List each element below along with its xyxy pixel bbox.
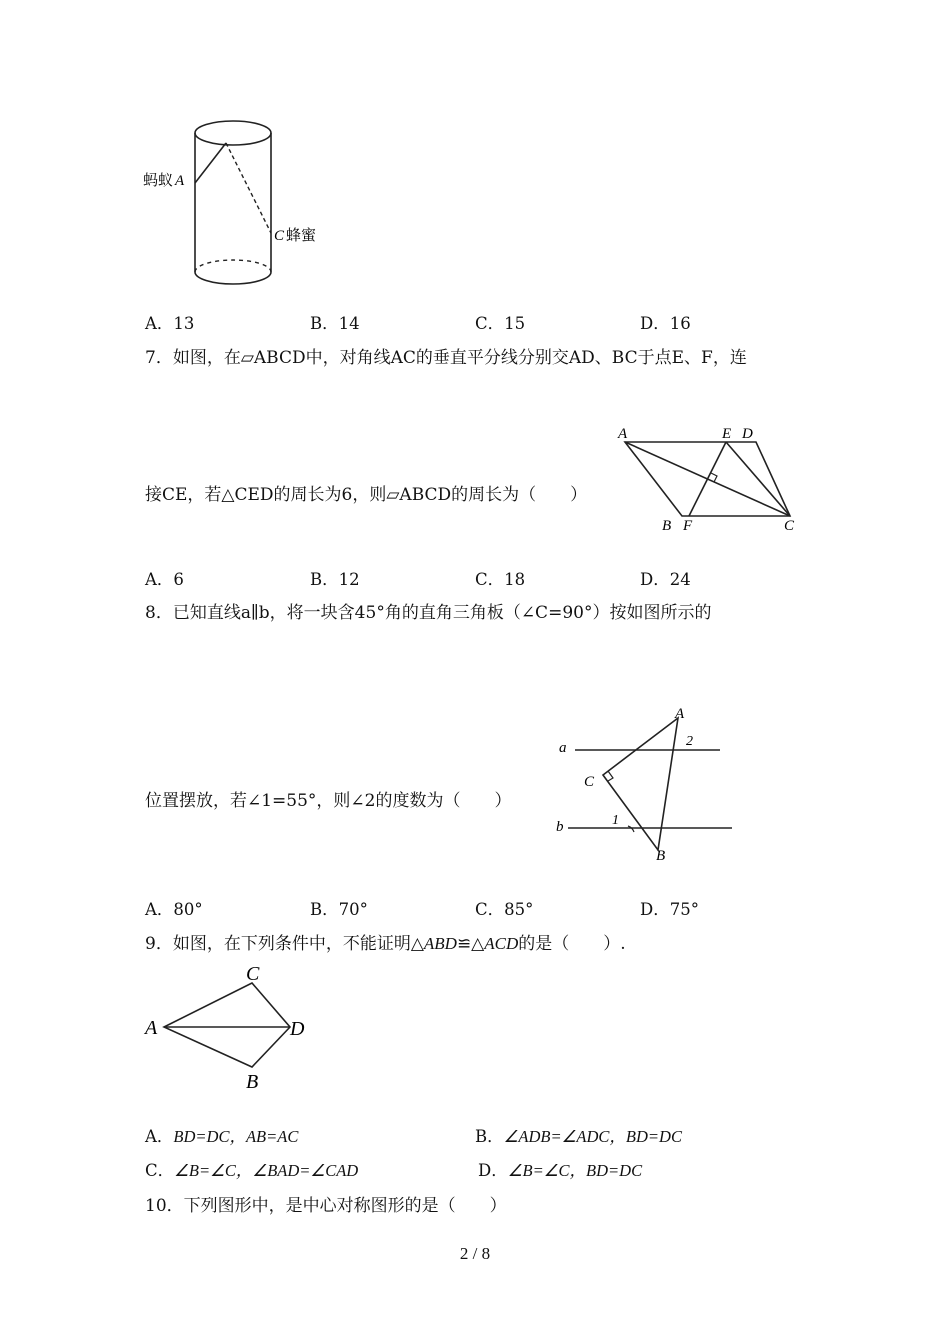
label-c: C — [246, 963, 260, 985]
label-a: A — [675, 706, 685, 722]
q8-option-d: D．75° — [640, 900, 699, 919]
q6-option-a: A．13 — [145, 314, 195, 333]
label-ant-cn: 蚂蚁 — [143, 171, 174, 189]
label-angle-2: 2 — [686, 734, 693, 749]
q9-stem-cong: ≌△ — [456, 934, 485, 954]
label-line-b: b — [556, 819, 564, 835]
triangle-parallel-lines-diagram — [550, 700, 740, 865]
q9-option-a-prefix: A． — [145, 1127, 174, 1146]
q9-stem-acd: ACD — [484, 934, 519, 953]
label-line-a: a — [559, 740, 567, 756]
q9-option-c-text: ∠B=∠C，∠BAD=∠CAD — [174, 1161, 359, 1180]
q9-option-b — [475, 1123, 682, 1147]
q6-option-b: B．14 — [310, 314, 360, 333]
q7-stem-line1: 7．如图，在▱ABCD中，对角线AC的垂直平分线分别交AD、BC于点E、F，连 — [145, 348, 747, 368]
kite-diagram — [140, 960, 320, 1095]
q6-option-c: C．15 — [475, 314, 526, 333]
label-b: B — [246, 1071, 259, 1093]
page-number: 2 / 8 — [459, 1244, 491, 1263]
q10-stem: 10．下列图形中，是中心对称图形的是（ ） — [145, 1196, 507, 1216]
q8-option-a: A．80° — [145, 900, 203, 919]
q7-option-a: A．6 — [145, 570, 184, 589]
label-ant-a: A — [175, 173, 185, 189]
label-f: F — [683, 518, 693, 534]
q7-stem-line2: 接CE，若△CED的周长为6，则▱ABCD的周长为（ ） — [145, 485, 588, 505]
q7-option-c: C．18 — [475, 570, 526, 589]
label-d: D — [290, 1018, 305, 1040]
label-b: B — [656, 848, 666, 864]
label-c: C — [784, 518, 795, 534]
q9-stem-abd: ABD — [423, 934, 457, 953]
label-a: A — [618, 426, 628, 442]
q6-option-d: D．16 — [640, 314, 691, 333]
label-honey-c: C — [274, 228, 285, 244]
q8-option-b: B．70° — [310, 900, 368, 919]
label-a: A — [145, 1017, 158, 1039]
q9-option-d-text: ∠B=∠C，BD=DC — [507, 1161, 643, 1180]
q9-stem — [145, 929, 626, 954]
q8-triangle-figure — [550, 700, 740, 865]
label-e: E — [722, 426, 732, 442]
parallelogram-diagram — [610, 420, 810, 540]
q8-stem-line1: 8．已知直线a∥b，将一块含45°角的直角三角板（∠C=90°）按如图所示的 — [145, 603, 712, 623]
q9-option-d — [478, 1157, 642, 1181]
q9-option-c-prefix: C． — [145, 1161, 175, 1180]
label-b: B — [662, 518, 672, 534]
q9-option-c — [145, 1157, 358, 1181]
q9-option-a-text: BD=DC，AB=AC — [173, 1127, 299, 1146]
cylinder-diagram — [140, 115, 340, 290]
q7-option-d: D．24 — [640, 570, 691, 589]
q8-option-c: C．85° — [475, 900, 534, 919]
q7-option-b: B．12 — [310, 570, 360, 589]
q7-parallelogram-figure — [610, 420, 810, 540]
label-d: D — [742, 426, 753, 442]
q9-option-a — [145, 1123, 298, 1147]
q9-option-d-prefix: D． — [478, 1161, 508, 1180]
label-angle-1: 1 — [612, 813, 619, 828]
q8-stem-line2: 位置摆放，若∠1=55°，则∠2的度数为（ ） — [145, 791, 512, 811]
q9-stem-suffix: 的是（ ）. — [518, 934, 626, 954]
q9-option-b-prefix: B． — [475, 1127, 504, 1146]
label-c: C — [584, 774, 595, 790]
q6-cylinder-figure — [140, 115, 340, 290]
q9-stem-prefix: 9．如图，在下列条件中，不能证明△ — [145, 934, 424, 954]
q9-option-b-text: ∠ADB=∠ADC，BD=DC — [503, 1127, 682, 1146]
label-honey-cn: 蜂蜜 — [286, 226, 317, 244]
q9-kite-figure — [140, 960, 320, 1095]
